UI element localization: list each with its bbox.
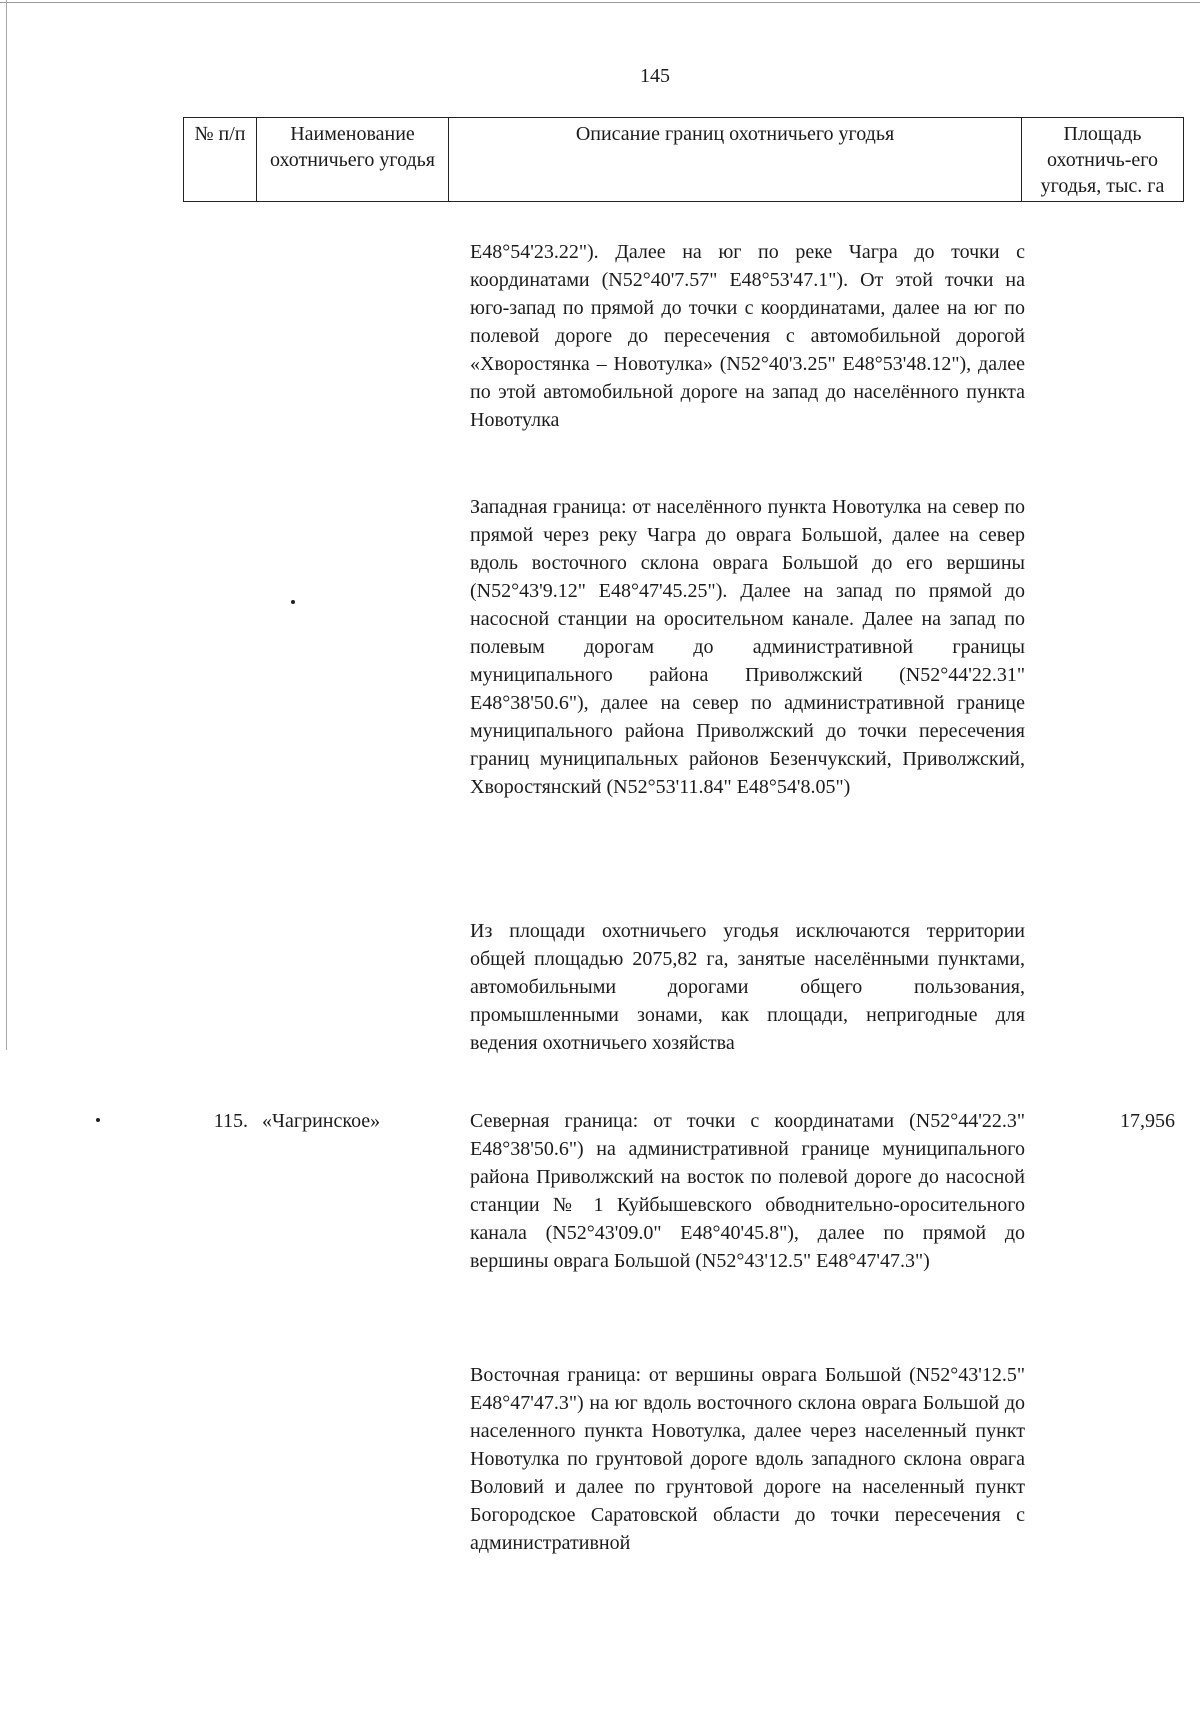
continued-description-paragraph: E48°54'23.22"). Далее на юг по реке Чагра до точки с координатами (N52°40'7.57" E48°53'47.1"). От этой точки на юго-запад по прямой до точки с координатами, далее на юг по полевой дороге до пересечения с автомобильной дорогой «Хворостянка – Новотулка» (N52°40'3.25" E48°53'48.12"), далее по этой автомобильной дороге на запад до населённого пункта Новотулка (470, 241, 1025, 431)
scan-top-rule (0, 2, 1200, 3)
page-number: 145 (640, 65, 670, 87)
west-boundary-paragraph: Западная граница: от населённого пункта Новотулка на север по прямой через реку Чагра до оврага Большой, далее на север вдоль восточного склона оврага Большой до его вершины (N52°43'9.12" E48°47'45.25"). Далее на запад по прямой до насосной станции на оросительном канале. Далее на запад по полевым дорогам до административной границы муниципального района Приволжский (N52°44'22.31" E48°38'50.6"), далее на север по административной границе муниципального района Приволжский до точки пересечения границ муниципальных районов Безенчукский, Приволжский, Хворостянский (N52°53'11.84" E48°54'8.05") (470, 496, 1025, 798)
header-area: Площадь охотничь-его угодья, тыс. га (1022, 118, 1184, 202)
header-name: Наименование охотничьего угодья (257, 118, 449, 202)
entry-area: 17,956 (1120, 1110, 1175, 1132)
scan-left-rule (6, 0, 7, 1050)
header-number: № п/п (184, 118, 257, 202)
table-header (183, 117, 1184, 202)
east-boundary-paragraph: Восточная граница: от вершины оврага Большой (N52°43'12.5" E48°47'47.3") на юг вдоль восточного склона оврага Большой до населенного пункта Новотулка, далее через населенный пункт Новотулка по грунтовой дороге вдоль западного склона оврага Воловий и далее по грунтовой дороге на населенный пункт Богородское Саратовской области до точки пересечения с административной (470, 1364, 1025, 1554)
entry-number: 115. (213, 1110, 248, 1132)
header-description: Описание границ охотничьего угодья (449, 118, 1022, 202)
scan-speck (96, 1118, 100, 1122)
entry-name: «Чагринское» (262, 1110, 381, 1132)
scan-speck (291, 600, 295, 604)
excluded-area-paragraph: Из площади охотничьего угодья исключаются территории общей площадью 2075,82 га, занятые населёнными пунктами, автомобильными дорогами общего пользования, промышленными зонами, как площади, непригодные для ведения охотничьего хозяйства (470, 920, 1025, 1054)
north-boundary-paragraph: Северная граница: от точки с координатами (N52°44'22.3" E48°38'50.6") на административной границе муниципального района Приволжский на восток по полевой дороге до насосной станции № 1 Куйбышевского обводнительно-оросительного канала (N52°43'09.0" E48°40'45.8"), далее по прямой до вершины оврага Большой (N52°43'12.5" E48°47'47.3") (470, 1110, 1025, 1272)
